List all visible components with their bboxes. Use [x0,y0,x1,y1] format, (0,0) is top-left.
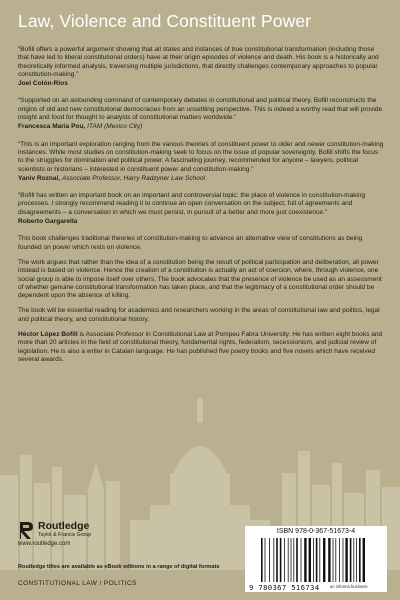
quote-text: “Bofill has written an important book on an important and controversial topic: the place of violence in constitution-making processes. I strongly recommend reading it to continue an open conversation on the subject, full of agreements and disagreements – a conversation in which we must persist, in pursuit of a better and more just coexistence.” [18,192,366,216]
barcode-bar [269,538,270,582]
quote-author: Francesca Maria Pou, ITAM (Mexico City) [18,123,143,131]
author-affiliation: Associate Professor, Harry Radzyner Law School [62,174,206,182]
barcode-bar [304,538,306,582]
description-paragraph: This book challenges traditional theories of constitution-making to advance an alternative view of constitutions as being founded on power which rests on violence. [18,235,363,251]
barcode-bar [319,538,320,582]
barcode-bar [261,538,263,582]
author-affiliation: ITAM (Mexico City) [87,123,143,131]
quote-text: “Bofill offers a powerful argument showing that all states and instances of true constitutional transformation (including those that have led to liberal constitutional orders) have at their origin episodes of violence and death. His book is a historically and theoretically informed analysis, traversing multiple jurisdictions, that directly challenges contemporary approaches to popular constitution-making.” [18,46,379,78]
publisher-url: www.routledge.com [18,541,71,547]
barcode-bar [288,538,289,582]
subject-category: CONSTITUTIONAL LAW / POLITICS [18,580,137,587]
author-name: Joel Colón-Ríos [18,80,68,88]
endorsement-quote [18,192,384,226]
quote-text: “Supported on an astounding command of contemporary debates in constitutional and political theory, Bofill reconstructs the origins of old and new constitutional democracies from an unsettling perspective. This is indeed a worthy read that will provide insight and food for thought to analysts of constitutional matters worldwide.” [18,97,383,122]
barcode-bar [273,538,274,582]
barcode-bar [309,538,311,582]
barcode-bar [284,538,285,582]
book-title: Law, Violence and Constituent Power [18,11,312,31]
bio-author-name: Héctor López Bofill [18,331,78,339]
barcode-bar [333,538,334,582]
barcode-bar [353,538,354,582]
barcode-bar [296,538,298,582]
barcode-bar [323,538,325,582]
barcode-bar [328,538,330,582]
description-paragraph: The work argues that rather than the idea of a constitution being the result of political participation and deliberation, all power instead is based on violence. Hence the creation of a constitution is actually an act of coercion, where, through violence, one social group is able to impose itself over others. The book advocates that the presence of violence be used as an assessment of whether genuine constitutional transformation has taken place, and that the legitimacy of a constitutional order should be dependent upon the absence of killing. [18,258,382,300]
barcode-panel [245,526,387,592]
author-bio [18,331,384,364]
barcode-bar [363,538,365,582]
barcode-bar [316,538,318,582]
barcode-bar [335,538,336,582]
routledge-logo-icon [18,520,34,540]
text-column [18,46,384,371]
barcode-graphic [259,538,379,582]
ebook-note: Routledge titles are available as eBook editions in a range of digital formats [18,564,220,570]
author-name: Roberto Gargarella [18,218,78,226]
barcode-bar [339,538,340,582]
barcode-bar [356,538,357,582]
barcode-bar [291,538,292,582]
description-paragraph: The book will be essential reading for academics and researchers working in the areas of constitutional law and politics, legal and political theory, and constitutional history. [18,307,380,323]
endorsement-quote [18,97,384,131]
barcode-bar [345,538,347,582]
barcode-bar [276,538,278,582]
barcode-bar [280,538,282,582]
author-name: Francesca Maria Pou [18,123,84,131]
barcode-bar [301,538,302,582]
quote-author: Yaniv Roznai, Associate Professor, Harry Radzyner Law School [18,174,206,182]
publisher-group: Taylor & Francis Group [38,532,92,538]
author-name: Yaniv Roznai [18,174,59,182]
barcode-bar [350,538,352,582]
quote-author [18,80,384,88]
publisher-name: Routledge [38,520,90,532]
endorsement-quote [18,141,384,183]
quote-author [18,218,384,226]
bio-text: is Associate Professor in Constitutional Law at Pompeu Fabra University. He has written eight books and more than 20 articles in the field of constitutional theory, fundamental rights, federalism, secessionism, and judicial review of legislation. He is also a writer in Catalan language. He has published five poetry books and five novels which have received several awards. [18,331,383,363]
barcode-bar [359,538,361,582]
quote-text: “This is an important exploration ranging from the various theories of constituent power to older and newer constitution-making instances. While most studies on constitution-making seek to focus on the issue of popular sovereignty, Bofill shifts the focus to the struggles for domination and political power. A fascinating journey, recommended for anyone – lawyers, political scientists or historians – interested in constituent power and constitution-making.” [18,140,384,173]
informa-note: an informa business [330,584,368,589]
barcode-bar [343,538,344,582]
endorsement-quote [18,46,384,88]
barcode-bar [265,538,266,582]
barcode-bar [313,538,314,582]
barcode-bar [293,538,294,582]
barcode-digits: 9 780367 516734 [249,583,320,592]
isbn-label: ISBN 978-0-367-51673-4 [276,528,356,535]
